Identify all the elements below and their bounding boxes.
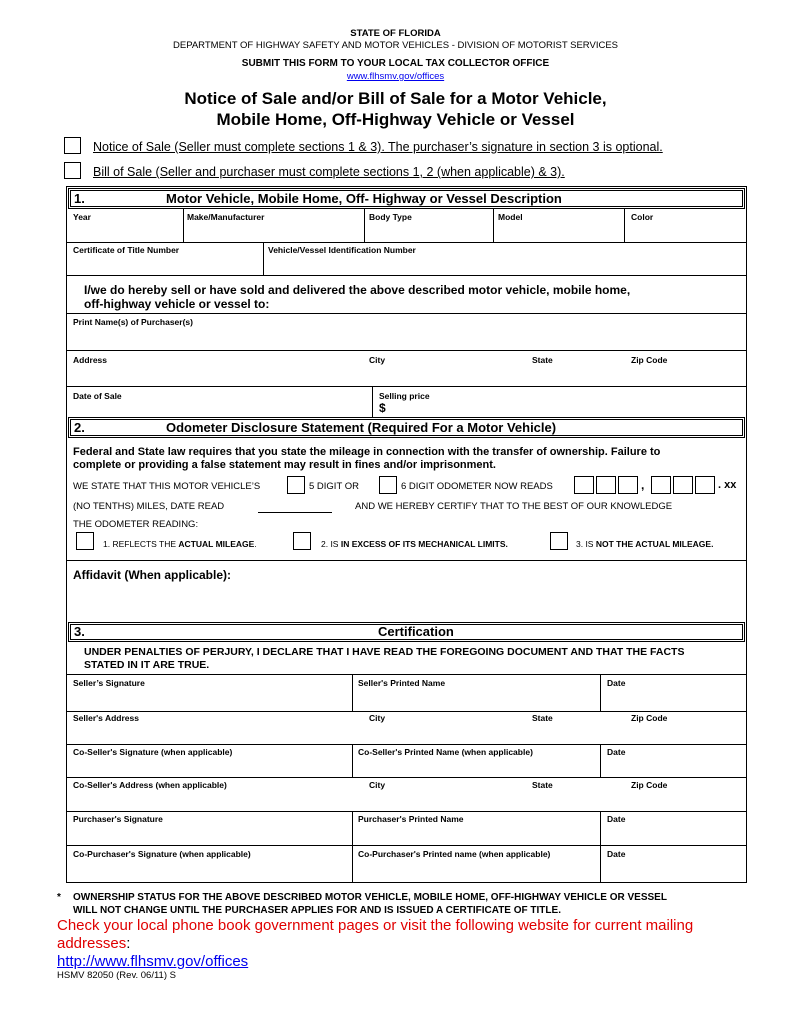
sellers-signature-label: Seller’s Signature xyxy=(73,678,145,688)
six-digit-checkbox[interactable] xyxy=(379,476,397,494)
five-digit-label: 5 DIGIT OR xyxy=(309,481,359,492)
sellers-address-label: Seller's Address xyxy=(73,713,139,723)
check-note-line2: addresses: xyxy=(57,935,131,952)
purchaser-signature-field[interactable] xyxy=(70,825,349,843)
year-field[interactable] xyxy=(70,222,180,240)
color-label: Color xyxy=(631,212,654,222)
odometer-digit-2[interactable] xyxy=(596,476,616,494)
year-label: Year xyxy=(73,212,91,222)
title-number-field[interactable] xyxy=(70,255,260,273)
copurchaser-signature-field[interactable] xyxy=(70,860,349,880)
notice-of-sale-label: Notice of Sale (Seller must complete sections 1 & 3). The purchaser’s signature in section 3 is optional. xyxy=(93,140,663,154)
selling-price-field[interactable] xyxy=(392,401,742,415)
coseller-signature-field[interactable] xyxy=(70,758,349,775)
section1-number: 1. xyxy=(74,191,85,206)
make-label: Make/Manufacturer xyxy=(187,212,265,222)
excess-limits-checkbox[interactable] xyxy=(293,532,311,550)
odometer-comma: , xyxy=(641,478,645,492)
no-tenths-text: (NO TENTHS) MILES, DATE READ xyxy=(73,501,225,512)
coseller-address-field[interactable] xyxy=(70,791,743,809)
offices-url[interactable] xyxy=(57,953,248,970)
section2-title: Odometer Disclosure Statement (Required For a Motor Vehicle) xyxy=(166,420,557,435)
six-digit-label: 6 DIGIT ODOMETER NOW READS xyxy=(401,481,553,492)
ownership-note-line2: WILL NOT CHANGE UNTIL THE PURCHASER APPLIES FOR AND IS ISSUED A CERTIFICATE OF TITLE. xyxy=(73,905,561,916)
section3-number: 3. xyxy=(74,624,85,639)
title-number-label: Certificate of Title Number xyxy=(73,245,180,255)
perjury-line2: STATED IN IT ARE TRUE. xyxy=(84,659,210,671)
offices-link-top[interactable] xyxy=(0,71,791,82)
coseller-city-label: City xyxy=(369,780,386,790)
city-label: City xyxy=(369,355,386,365)
coseller-signature-label: Co-Seller's Signature (when applicable) xyxy=(73,747,233,757)
state-label: State xyxy=(532,355,553,365)
date-of-sale-label: Date of Sale xyxy=(73,391,122,401)
dollar-sign: $ xyxy=(379,401,386,415)
sale-statement-line1: I/we do hereby sell or have sold and delivered the above described motor vehicle, mobile home, xyxy=(84,283,631,297)
law-statement-line1: Federal and State law requires that you state the mileage in connection with the transfer of ownership. Failure to xyxy=(73,446,661,458)
city-field[interactable] xyxy=(367,366,527,384)
purchaser-printed-name-field[interactable] xyxy=(355,825,597,843)
sale-statement-line2: off-highway vehicle or vessel to: xyxy=(84,297,270,311)
body-type-field[interactable] xyxy=(367,222,490,240)
bill-of-sale-label: Bill of Sale (Seller and purchaser must complete sections 1, 2 (when applicable) & 3). xyxy=(93,165,565,179)
coseller-printed-name-label: Co-Seller's Printed Name (when applicable) xyxy=(358,747,533,757)
model-label: Model xyxy=(498,212,523,222)
actual-mileage-label: 1. REFLECTS THE ACTUAL MILEAGE. xyxy=(103,539,257,549)
law-statement-line2: complete or providing a false statement may result in fines and/or imprisonment. xyxy=(73,459,496,471)
notice-of-sale-checkbox[interactable] xyxy=(64,137,81,154)
body-type-label: Body Type xyxy=(369,212,412,222)
seller-city-label: City xyxy=(369,713,386,723)
zip-field[interactable] xyxy=(629,366,743,384)
vin-field[interactable] xyxy=(266,255,743,273)
coseller-date-field[interactable] xyxy=(603,758,743,775)
odometer-digit-5[interactable] xyxy=(673,476,693,494)
seller-state-label: State xyxy=(532,713,553,723)
selling-price-label: Selling price xyxy=(379,391,430,401)
certify-text: AND WE HEREBY CERTIFY THAT TO THE BEST OF OUR KNOWLEDGE xyxy=(355,501,673,512)
state-heading: STATE OF FLORIDA xyxy=(350,28,441,39)
offices-url-link[interactable]: http://www.flhsmv.gov/offices xyxy=(57,953,249,970)
affidavit-field[interactable] xyxy=(70,584,743,620)
seller-zip-label: Zip Code xyxy=(631,713,668,723)
date-read-line[interactable] xyxy=(258,512,332,513)
purchaser-names-field[interactable] xyxy=(70,328,743,348)
purchaser-date-field[interactable] xyxy=(603,825,743,843)
date-of-sale-field[interactable] xyxy=(70,401,368,415)
copurchaser-signature-label: Co-Purchaser's Signature (when applicable) xyxy=(73,849,251,859)
purchaser-names-label: Print Name(s) of Purchaser(s) xyxy=(73,317,193,327)
coseller-zip-label: Zip Code xyxy=(631,780,668,790)
coseller-state-label: State xyxy=(532,780,553,790)
color-field[interactable] xyxy=(627,222,743,240)
make-field[interactable] xyxy=(186,222,361,240)
address-label: Address xyxy=(73,355,108,365)
excess-limits-label: 2. IS IN EXCESS OF ITS MECHANICAL LIMITS. xyxy=(321,539,508,549)
section3-title: Certification xyxy=(378,624,454,639)
we-state-text: WE STATE THAT THIS MOTOR VEHICLE’S xyxy=(73,481,261,492)
odometer-reading-text: THE ODOMETER READING: xyxy=(73,519,199,530)
odometer-digit-1[interactable] xyxy=(574,476,594,494)
copurchaser-printed-name-label: Co-Purchaser's Printed name (when applicable) xyxy=(358,849,551,859)
seller-date-field[interactable] xyxy=(603,689,743,709)
offices-link-text[interactable]: www.flhsmv.gov/offices xyxy=(346,71,445,82)
not-actual-mileage-checkbox[interactable] xyxy=(550,532,568,550)
form-title-line2: Mobile Home, Off-Highway Vehicle or Vessel xyxy=(216,110,575,129)
coseller-printed-name-field[interactable] xyxy=(355,758,597,775)
coseller-date-label: Date xyxy=(607,747,626,757)
zip-label: Zip Code xyxy=(631,355,668,365)
model-field[interactable] xyxy=(496,222,621,240)
copurchaser-printed-name-field[interactable] xyxy=(355,860,597,880)
department-heading: DEPARTMENT OF HIGHWAY SAFETY AND MOTOR VEHICLES - DIVISION OF MOTORIST SERVICES xyxy=(173,40,618,51)
actual-mileage-checkbox[interactable] xyxy=(76,532,94,550)
perjury-line1: UNDER PENALTIES OF PERJURY, I DECLARE THAT I HAVE READ THE FOREGOING DOCUMENT AND THAT THE FACTS xyxy=(84,646,685,658)
not-actual-mileage-label: 3. IS NOT THE ACTUAL MILEAGE. xyxy=(576,539,714,549)
seller-date-label: Date xyxy=(607,678,626,688)
bill-of-sale-checkbox[interactable] xyxy=(64,162,81,179)
coseller-address-label: Co-Seller's Address (when applicable) xyxy=(73,780,227,790)
affidavit-label: Affidavit (When applicable): xyxy=(73,568,232,582)
sellers-address-field[interactable] xyxy=(70,724,743,742)
state-field[interactable] xyxy=(530,366,625,384)
copurchaser-date-field[interactable] xyxy=(603,860,743,880)
submit-instruction: SUBMIT THIS FORM TO YOUR LOCAL TAX COLLECTOR OFFICE xyxy=(241,58,550,69)
odometer-digit-3[interactable] xyxy=(618,476,638,494)
form-title-line1: Notice of Sale and/or Bill of Sale for a Motor Vehicle, xyxy=(184,89,607,108)
check-note-line1: Check your local phone book government pages or visit the following website for current mailing xyxy=(57,917,694,934)
section2-number: 2. xyxy=(74,420,85,435)
odometer-tenths: . xx xyxy=(718,479,737,491)
sellers-printed-name-label: Seller's Printed Name xyxy=(358,678,446,688)
vin-label: Vehicle/Vessel Identification Number xyxy=(268,245,416,255)
purchaser-signature-label: Purchaser's Signature xyxy=(73,814,163,824)
copurchaser-date-label: Date xyxy=(607,849,626,859)
purchaser-date-label: Date xyxy=(607,814,626,824)
purchaser-printed-name-label: Purchaser's Printed Name xyxy=(358,814,464,824)
odometer-digit-6[interactable] xyxy=(695,476,715,494)
ownership-note-line1: OWNERSHIP STATUS FOR THE ABOVE DESCRIBED MOTOR VEHICLE, MOBILE HOME, OFF-HIGHWAY VEHICLE OR VESSEL xyxy=(73,892,667,903)
odometer-digit-4[interactable] xyxy=(651,476,671,494)
sellers-signature-field[interactable] xyxy=(70,689,349,709)
footnote-star: * xyxy=(57,892,61,903)
five-digit-checkbox[interactable] xyxy=(287,476,305,494)
form-number: HSMV 82050 (Rev. 06/11) S xyxy=(57,970,176,981)
address-field[interactable] xyxy=(70,366,360,384)
section1-title: Motor Vehicle, Mobile Home, Off- Highway or Vessel Description xyxy=(166,191,562,206)
sellers-printed-name-field[interactable] xyxy=(355,689,597,709)
